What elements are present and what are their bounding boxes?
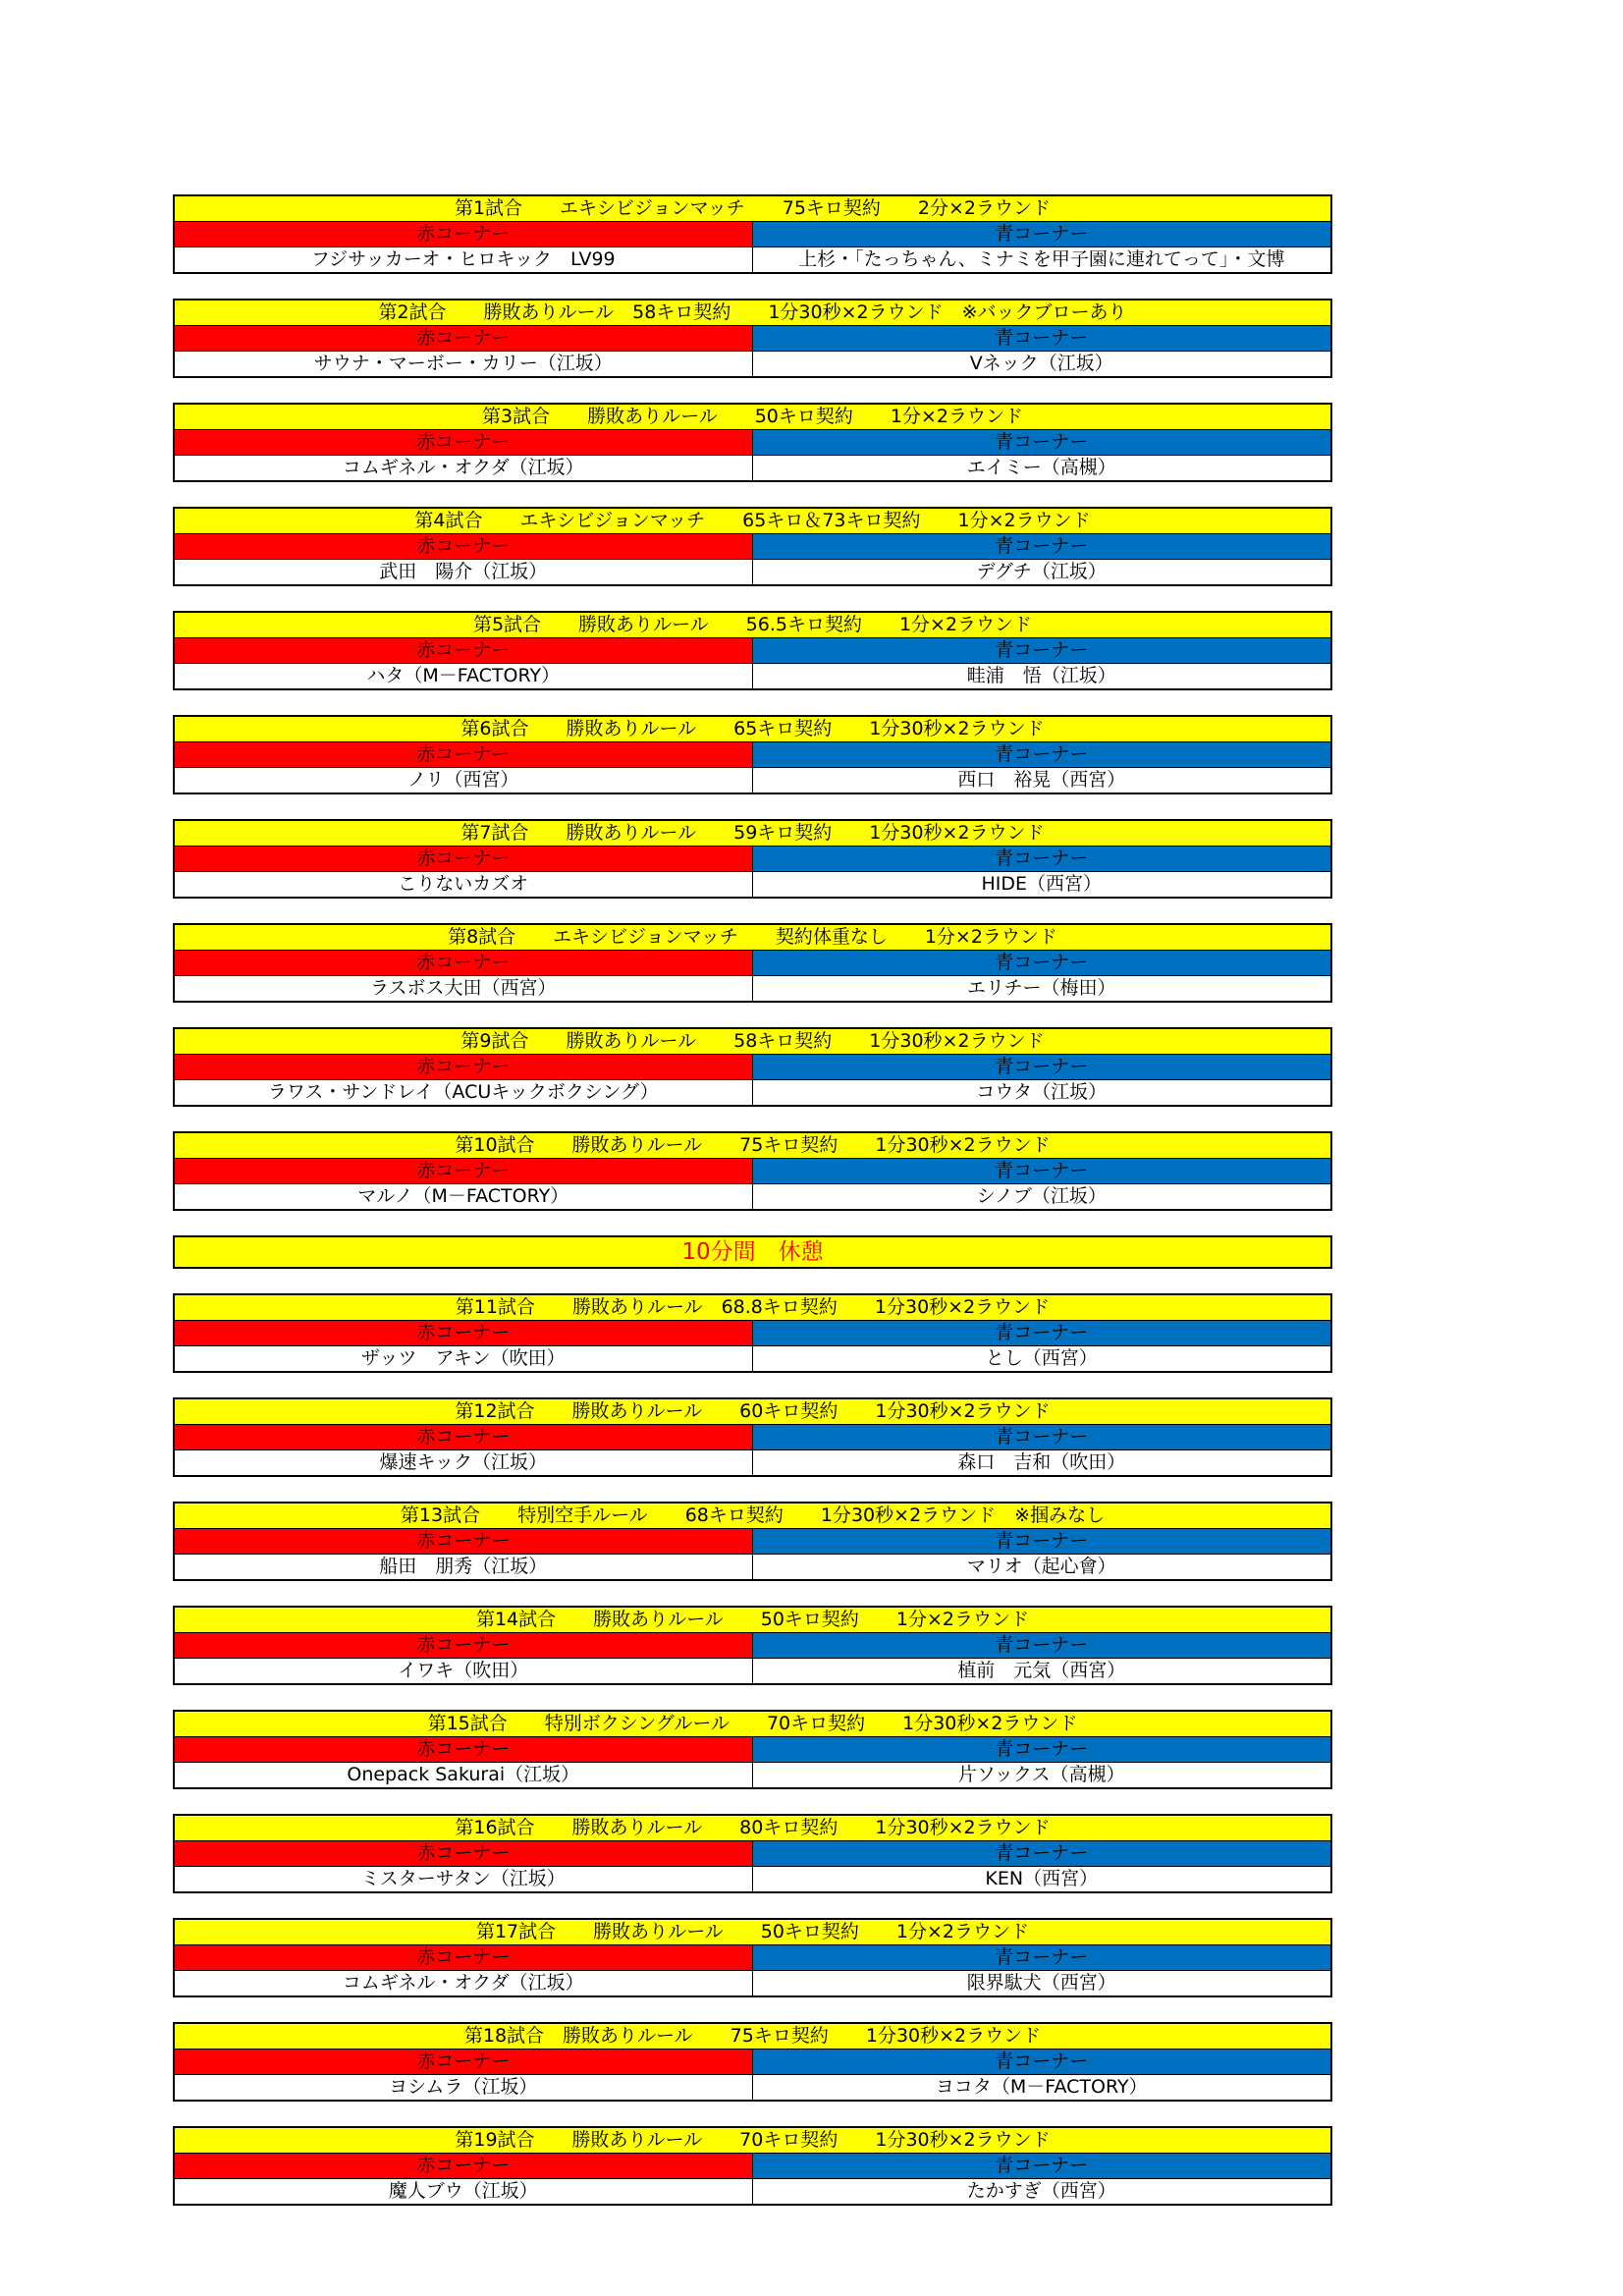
blue-fighter-name: 森口 吉和（吹田）	[957, 1451, 1126, 1473]
match-title: 第18試合 勝敗ありルール 75キロ契約 1分30秒×2ラウンド	[175, 2024, 1330, 2050]
red-fighter-name: ハタ（M－FACTORY）	[175, 664, 753, 688]
red-corner-label: 赤コーナー	[175, 742, 753, 767]
match-title: 第2試合 勝敗ありルール 58キロ契約 1分30秒×2ラウンド ※バックブローあり	[175, 301, 1330, 326]
blue-fighter-name: 上杉・「たっちゃん、ミナミを甲子園に連れてって」・文博	[798, 248, 1285, 270]
fighter-row	[175, 871, 1330, 897]
corner-header-row	[175, 326, 1330, 351]
red-corner-label: 赤コーナー	[175, 1529, 753, 1554]
red-fighter-name: 船田 朋秀（江坂）	[175, 1555, 753, 1579]
red-fighter-name: こりないカズオ	[175, 872, 753, 897]
red-fighter-name: 魔人ブウ（江坂）	[175, 2179, 753, 2204]
blue-corner-label: 青コーナー	[753, 951, 1331, 975]
match-block	[173, 2022, 1332, 2102]
fighter-row	[175, 975, 1330, 1001]
match-block	[173, 1814, 1332, 1893]
blue-fighter-name: とし（西宮）	[985, 1347, 1098, 1369]
blue-corner-label: 青コーナー	[753, 430, 1331, 455]
red-corner-label: 赤コーナー	[175, 1055, 753, 1079]
red-fighter-name: ヨシムラ（江坂）	[175, 2075, 753, 2100]
red-corner-label: 赤コーナー	[175, 638, 753, 663]
red-fighter-name: 武田 陽介（江坂）	[175, 560, 753, 584]
blue-corner-label: 青コーナー	[753, 222, 1331, 246]
match-block	[173, 2126, 1332, 2206]
red-corner-label: 赤コーナー	[175, 2154, 753, 2178]
red-fighter-name: イワキ（吹田）	[175, 1659, 753, 1683]
fighter-row	[175, 1762, 1330, 1787]
corner-header-row	[175, 742, 1330, 767]
red-fighter-name: ラワス・サンドレイ（ACUキックボクシング）	[175, 1080, 753, 1105]
match-card-sheet	[173, 194, 1332, 2230]
fighter-row	[175, 1658, 1330, 1683]
match-title: 第1試合 エキシビジョンマッチ 75キロ契約 2分×2ラウンド	[175, 196, 1330, 222]
blue-fighter-name: 限界駄犬（西宮）	[966, 1972, 1116, 1994]
blue-corner-label: 青コーナー	[753, 1633, 1331, 1658]
blue-corner-label: 青コーナー	[753, 1159, 1331, 1183]
blue-fighter-name: 西口 裕晃（西宮）	[957, 769, 1126, 791]
corner-header-row	[175, 847, 1330, 871]
blue-fighter-name: ヨコタ（M－FACTORY）	[935, 2076, 1148, 2098]
red-corner-label: 赤コーナー	[175, 1633, 753, 1658]
match-block	[173, 715, 1332, 794]
red-corner-label: 赤コーナー	[175, 1945, 753, 1970]
match-block	[173, 819, 1332, 899]
match-block	[173, 1606, 1332, 1685]
red-corner-label: 赤コーナー	[175, 222, 753, 246]
blue-fighter-name: KEN（西宮）	[985, 1868, 1099, 1889]
red-fighter-name: 爆速キック（江坂）	[175, 1450, 753, 1475]
blue-corner-label: 青コーナー	[753, 1529, 1331, 1554]
match-block	[173, 1293, 1332, 1373]
red-fighter-name: フジサッカーオ・ヒロキック LV99	[175, 247, 753, 272]
match-block	[173, 1918, 1332, 1997]
match-title: 第16試合 勝敗ありルール 80キロ契約 1分30秒×2ラウンド	[175, 1816, 1330, 1841]
red-fighter-name: ラスボス大田（西宮）	[175, 976, 753, 1001]
match-title: 第10試合 勝敗ありルール 75キロ契約 1分30秒×2ラウンド	[175, 1133, 1330, 1159]
break-banner: 10分間 休憩	[173, 1235, 1332, 1269]
corner-header-row	[175, 1055, 1330, 1079]
blue-fighter-name: デグチ（江坂）	[976, 561, 1107, 582]
blue-corner-label: 青コーナー	[753, 2154, 1331, 2178]
blue-corner-label: 青コーナー	[753, 1321, 1331, 1345]
red-fighter-name: ミスターサタン（江坂）	[175, 1867, 753, 1891]
corner-header-row	[175, 1633, 1330, 1658]
fighter-row	[175, 455, 1330, 480]
blue-fighter-name: マリオ（起心會）	[966, 1556, 1116, 1577]
match-block	[173, 1027, 1332, 1107]
match-block	[173, 299, 1332, 378]
blue-corner-label: 青コーナー	[753, 1425, 1331, 1449]
red-corner-label: 赤コーナー	[175, 326, 753, 351]
corner-header-row	[175, 1321, 1330, 1345]
red-corner-label: 赤コーナー	[175, 430, 753, 455]
blue-corner-label: 青コーナー	[753, 742, 1331, 767]
match-block	[173, 1131, 1332, 1211]
blue-fighter-name: エリチー（梅田）	[966, 977, 1116, 999]
corner-header-row	[175, 951, 1330, 975]
fighter-row	[175, 663, 1330, 688]
match-title: 第17試合 勝敗ありルール 50キロ契約 1分×2ラウンド	[175, 1920, 1330, 1945]
corner-header-row	[175, 1529, 1330, 1554]
match-title: 第19試合 勝敗ありルール 70キロ契約 1分30秒×2ラウンド	[175, 2128, 1330, 2154]
fighter-row	[175, 767, 1330, 793]
red-fighter-name: コムギネル・オクダ（江坂）	[175, 1971, 753, 1995]
blue-fighter-name: エイミー（高槻）	[966, 457, 1116, 478]
red-fighter-name: ノリ（西宮）	[175, 768, 753, 793]
blue-fighter-name: Vネック（江坂）	[969, 353, 1113, 374]
red-corner-label: 赤コーナー	[175, 1841, 753, 1866]
fighter-row	[175, 246, 1330, 272]
blue-fighter-name: 植前 元気（西宮）	[957, 1660, 1126, 1681]
red-fighter-name: コムギネル・オクダ（江坂）	[175, 456, 753, 480]
match-block	[173, 1502, 1332, 1581]
blue-corner-label: 青コーナー	[753, 1841, 1331, 1866]
corner-header-row	[175, 2154, 1330, 2178]
match-title: 第7試合 勝敗ありルール 59キロ契約 1分30秒×2ラウンド	[175, 821, 1330, 847]
fighter-row	[175, 1554, 1330, 1579]
corner-header-row	[175, 1945, 1330, 1970]
blue-fighter-name: 畦浦 悟（江坂）	[966, 665, 1116, 686]
match-title: 第8試合 エキシビジョンマッチ 契約体重なし 1分×2ラウンド	[175, 925, 1330, 951]
corner-header-row	[175, 430, 1330, 455]
match-title: 第13試合 特別空手ルール 68キロ契約 1分30秒×2ラウンド ※掴みなし	[175, 1503, 1330, 1529]
red-corner-label: 赤コーナー	[175, 1159, 753, 1183]
corner-header-row	[175, 534, 1330, 559]
blue-corner-label: 青コーナー	[753, 847, 1331, 871]
red-fighter-name: ザッツ アキン（吹田）	[175, 1346, 753, 1371]
match-block	[173, 611, 1332, 690]
match-title: 第14試合 勝敗ありルール 50キロ契約 1分×2ラウンド	[175, 1608, 1330, 1633]
match-block	[173, 403, 1332, 482]
fighter-row	[175, 1866, 1330, 1891]
blue-fighter-name: シノブ（江坂）	[976, 1185, 1107, 1207]
fighter-row	[175, 1183, 1330, 1209]
red-corner-label: 赤コーナー	[175, 1737, 753, 1762]
fighter-row	[175, 2074, 1330, 2100]
corner-header-row	[175, 2050, 1330, 2074]
match-title: 第15試合 特別ボクシングルール 70キロ契約 1分30秒×2ラウンド	[175, 1712, 1330, 1737]
red-fighter-name: サウナ・マーボー・カリー（江坂）	[175, 352, 753, 376]
red-corner-label: 赤コーナー	[175, 951, 753, 975]
corner-header-row	[175, 222, 1330, 246]
match-group-second-half	[173, 1293, 1332, 2206]
fighter-row	[175, 1970, 1330, 1995]
fighter-row	[175, 559, 1330, 584]
corner-header-row	[175, 1841, 1330, 1866]
corner-header-row	[175, 1159, 1330, 1183]
match-block	[173, 1397, 1332, 1477]
match-title: 第9試合 勝敗ありルール 58キロ契約 1分30秒×2ラウンド	[175, 1029, 1330, 1055]
corner-header-row	[175, 1425, 1330, 1449]
blue-corner-label: 青コーナー	[753, 638, 1331, 663]
blue-fighter-name: たかすぎ（西宮）	[966, 2180, 1116, 2202]
blue-corner-label: 青コーナー	[753, 326, 1331, 351]
match-title: 第12試合 勝敗ありルール 60キロ契約 1分30秒×2ラウンド	[175, 1399, 1330, 1425]
match-title: 第11試合 勝敗ありルール 68.8キロ契約 1分30秒×2ラウンド	[175, 1295, 1330, 1321]
blue-corner-label: 青コーナー	[753, 534, 1331, 559]
red-corner-label: 赤コーナー	[175, 534, 753, 559]
blue-corner-label: 青コーナー	[753, 1945, 1331, 1970]
match-title: 第4試合 エキシビジョンマッチ 65キロ＆73キロ契約 1分×2ラウンド	[175, 509, 1330, 534]
corner-header-row	[175, 638, 1330, 663]
match-block	[173, 1710, 1332, 1789]
blue-corner-label: 青コーナー	[753, 1055, 1331, 1079]
fighter-row	[175, 1449, 1330, 1475]
blue-corner-label: 青コーナー	[753, 2050, 1331, 2074]
match-title: 第6試合 勝敗ありルール 65キロ契約 1分30秒×2ラウンド	[175, 717, 1330, 742]
red-corner-label: 赤コーナー	[175, 847, 753, 871]
match-title: 第5試合 勝敗ありルール 56.5キロ契約 1分×2ラウンド	[175, 613, 1330, 638]
blue-corner-label: 青コーナー	[753, 1737, 1331, 1762]
match-block	[173, 507, 1332, 586]
red-corner-label: 赤コーナー	[175, 2050, 753, 2074]
red-corner-label: 赤コーナー	[175, 1425, 753, 1449]
corner-header-row	[175, 1737, 1330, 1762]
red-corner-label: 赤コーナー	[175, 1321, 753, 1345]
fighter-row	[175, 1079, 1330, 1105]
fighter-row	[175, 351, 1330, 376]
match-block	[173, 194, 1332, 274]
match-title: 第3試合 勝敗ありルール 50キロ契約 1分×2ラウンド	[175, 405, 1330, 430]
match-block	[173, 923, 1332, 1003]
blue-fighter-name: コウタ（江坂）	[976, 1081, 1108, 1103]
fighter-row	[175, 2178, 1330, 2204]
blue-fighter-name: 片ソックス（高槻）	[957, 1764, 1125, 1785]
match-group-first-half	[173, 194, 1332, 1211]
blue-fighter-name: HIDE（西宮）	[981, 873, 1103, 895]
red-fighter-name: Onepack Sakurai（江坂）	[175, 1763, 753, 1787]
fighter-row	[175, 1345, 1330, 1371]
red-fighter-name: マルノ（M－FACTORY）	[175, 1184, 753, 1209]
